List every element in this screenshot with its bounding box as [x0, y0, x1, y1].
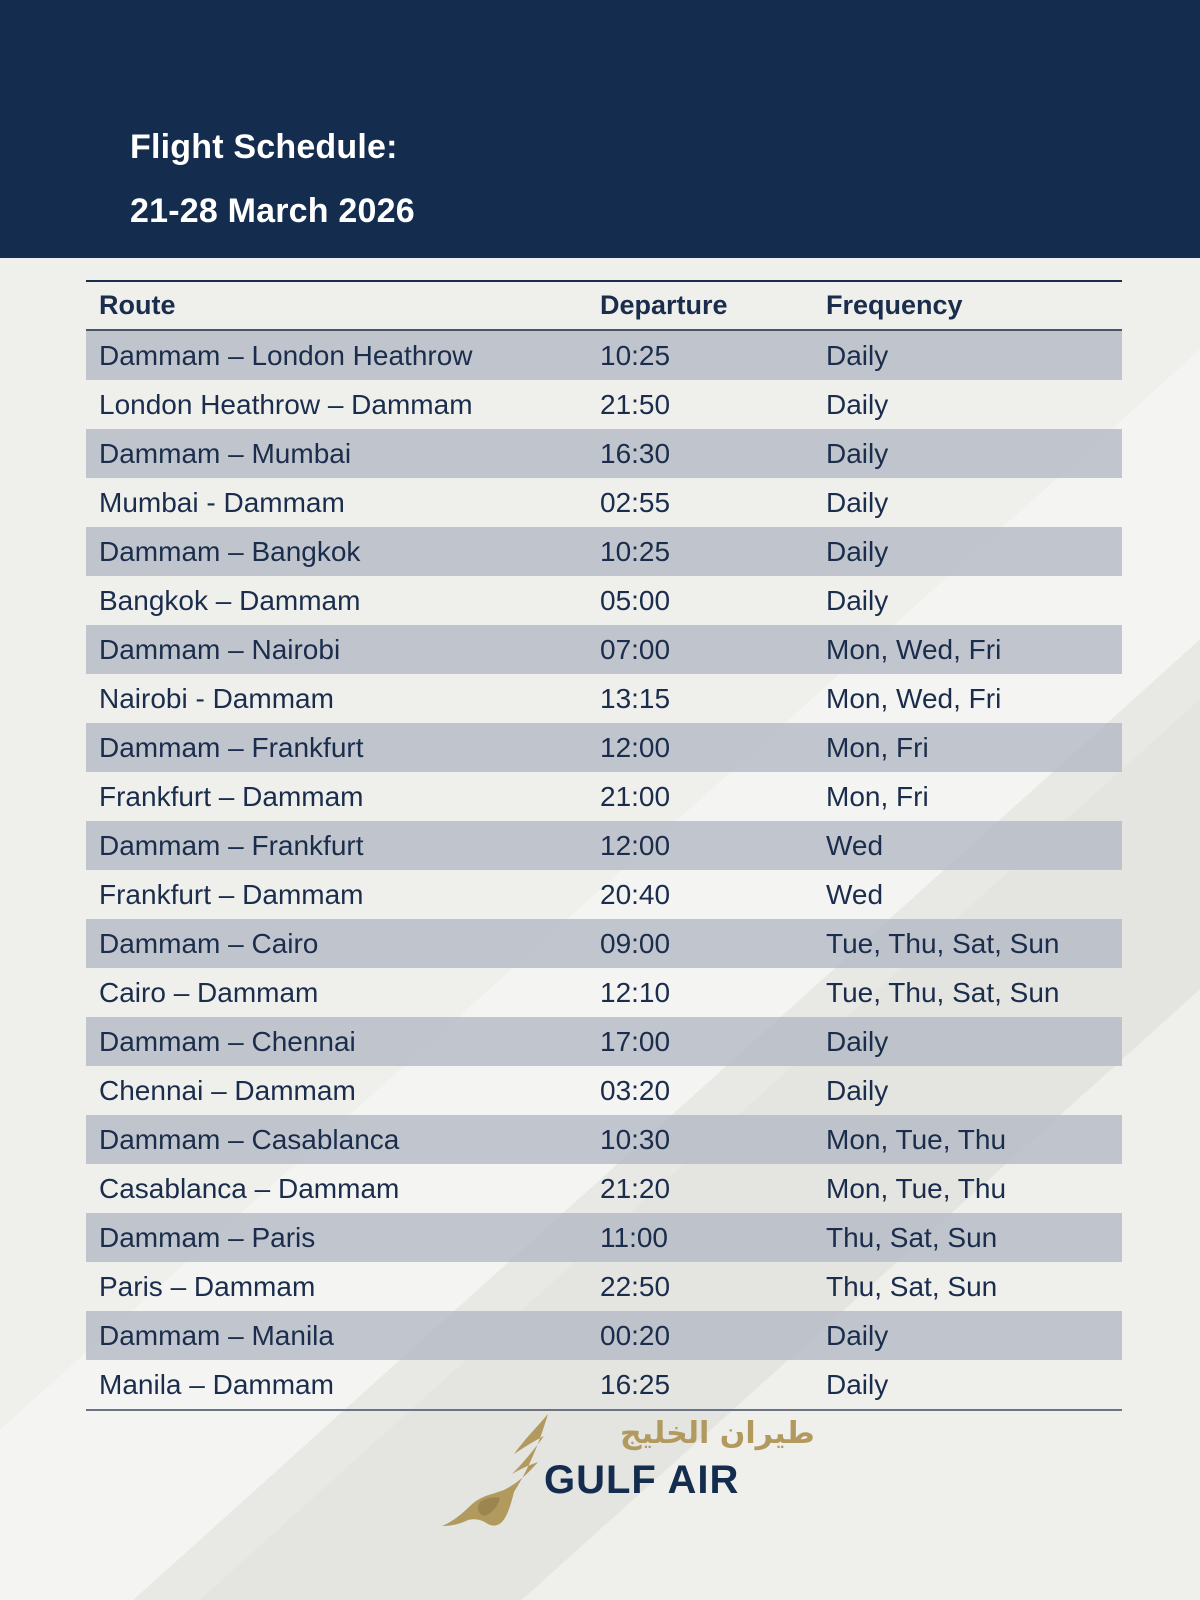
frequency-cell: Daily: [826, 339, 889, 371]
frequency-cell: Thu, Sat, Sun: [826, 1270, 998, 1302]
table-row: [86, 1066, 1122, 1115]
table-row: [86, 1360, 1122, 1409]
departure-cell: 21:00: [600, 780, 671, 812]
route-cell: Bangkok – Dammam: [99, 584, 361, 616]
departure-cell: 11:00: [600, 1221, 668, 1253]
column-header-departure: Departure: [600, 290, 728, 320]
departure-cell: 10:25: [600, 339, 671, 371]
table-row: [86, 723, 1122, 772]
table-row: [86, 478, 1122, 527]
table-row: [86, 870, 1122, 919]
frequency-cell: Daily: [826, 535, 889, 567]
route-cell: Dammam – Nairobi: [99, 633, 341, 665]
route-cell: Dammam – Mumbai: [99, 437, 352, 469]
route-cell: Frankfurt – Dammam: [99, 780, 364, 812]
schedule-date-range: 21-28 March 2026: [130, 192, 415, 230]
departure-cell: 00:20: [600, 1319, 671, 1351]
departure-cell: 21:20: [600, 1172, 671, 1204]
departure-cell: 12:00: [600, 731, 671, 763]
route-cell: Cairo – Dammam: [99, 976, 319, 1008]
route-cell: Frankfurt – Dammam: [99, 878, 364, 910]
frequency-cell: Tue, Thu, Sat, Sun: [826, 976, 1060, 1008]
departure-cell: 10:25: [600, 535, 671, 567]
frequency-cell: Wed: [826, 829, 884, 861]
frequency-cell: Daily: [826, 486, 889, 518]
table-row: [86, 919, 1122, 968]
departure-cell: 20:40: [600, 878, 671, 910]
departure-cell: 16:25: [600, 1368, 671, 1400]
departure-cell: 10:30: [600, 1123, 671, 1155]
flight-schedule-table: [86, 280, 1122, 1411]
departure-cell: 17:00: [600, 1025, 671, 1057]
falcon-icon: [440, 1410, 560, 1540]
frequency-cell: Mon, Tue, Thu: [826, 1172, 1007, 1204]
frequency-cell: Thu, Sat, Sun: [826, 1221, 998, 1253]
departure-cell: 03:20: [600, 1074, 671, 1106]
departure-cell: 13:15: [600, 682, 671, 714]
frequency-cell: Daily: [826, 584, 889, 616]
route-cell: Dammam – Paris: [99, 1221, 316, 1253]
table-body: [86, 331, 1122, 1409]
page-header: [0, 0, 1200, 258]
route-cell: London Heathrow – Dammam: [99, 388, 473, 420]
route-cell: Dammam – Frankfurt: [99, 829, 364, 861]
route-cell: Nairobi - Dammam: [99, 682, 334, 714]
departure-cell: 05:00: [600, 584, 671, 616]
table-row: [86, 1115, 1122, 1164]
gulf-air-logo: [440, 1410, 815, 1540]
brand-name: GULF AIR: [544, 1458, 740, 1502]
table-row: [86, 1311, 1122, 1360]
column-header-frequency: Frequency: [826, 290, 963, 320]
table-row: [86, 772, 1122, 821]
schedule-title: Flight Schedule:: [130, 128, 398, 166]
departure-cell: 02:55: [600, 486, 671, 518]
route-cell: Casablanca – Dammam: [99, 1172, 400, 1204]
table-row: [86, 821, 1122, 870]
departure-cell: 12:10: [600, 976, 671, 1008]
table-row: [86, 429, 1122, 478]
route-cell: Dammam – Bangkok: [99, 535, 361, 567]
departure-cell: 21:50: [600, 388, 671, 420]
frequency-cell: Daily: [826, 1319, 889, 1351]
frequency-cell: Daily: [826, 1074, 889, 1106]
table-row: [86, 380, 1122, 429]
departure-cell: 09:00: [600, 927, 671, 959]
frequency-cell: Mon, Wed, Fri: [826, 633, 1002, 665]
table-header-row: [86, 282, 1122, 331]
table-row: [86, 1213, 1122, 1262]
route-cell: Mumbai - Dammam: [99, 486, 345, 518]
frequency-cell: Tue, Thu, Sat, Sun: [826, 927, 1060, 959]
frequency-cell: Wed: [826, 878, 884, 910]
route-cell: Dammam – Chennai: [99, 1025, 356, 1057]
frequency-cell: Mon, Fri: [826, 731, 929, 763]
table-row: [86, 968, 1122, 1017]
table-row: [86, 576, 1122, 625]
table-row: [86, 331, 1122, 380]
frequency-cell: Mon, Fri: [826, 780, 929, 812]
route-cell: Dammam – Manila: [99, 1319, 334, 1351]
frequency-cell: Mon, Wed, Fri: [826, 682, 1002, 714]
table-row: [86, 1017, 1122, 1066]
frequency-cell: Daily: [826, 1368, 889, 1400]
departure-cell: 12:00: [600, 829, 671, 861]
table-row: [86, 1262, 1122, 1311]
frequency-cell: Mon, Tue, Thu: [826, 1123, 1007, 1155]
arabic-brand-name: طيران الخليج: [620, 1416, 815, 1451]
route-cell: Dammam – Casablanca: [99, 1123, 400, 1155]
route-cell: Dammam – Cairo: [99, 927, 319, 959]
departure-cell: 16:30: [600, 437, 671, 469]
table-row: [86, 674, 1122, 723]
route-cell: Manila – Dammam: [99, 1368, 334, 1400]
route-cell: Chennai – Dammam: [99, 1074, 356, 1106]
departure-cell: 22:50: [600, 1270, 671, 1302]
table-row: [86, 1164, 1122, 1213]
table-row: [86, 625, 1122, 674]
route-cell: Dammam – Frankfurt: [99, 731, 364, 763]
column-header-route: Route: [99, 290, 176, 320]
frequency-cell: Daily: [826, 388, 889, 420]
route-cell: Dammam – London Heathrow: [99, 339, 473, 371]
frequency-cell: Daily: [826, 437, 889, 469]
route-cell: Paris – Dammam: [99, 1270, 316, 1302]
table-row: [86, 527, 1122, 576]
departure-cell: 07:00: [600, 633, 671, 665]
frequency-cell: Daily: [826, 1025, 889, 1057]
